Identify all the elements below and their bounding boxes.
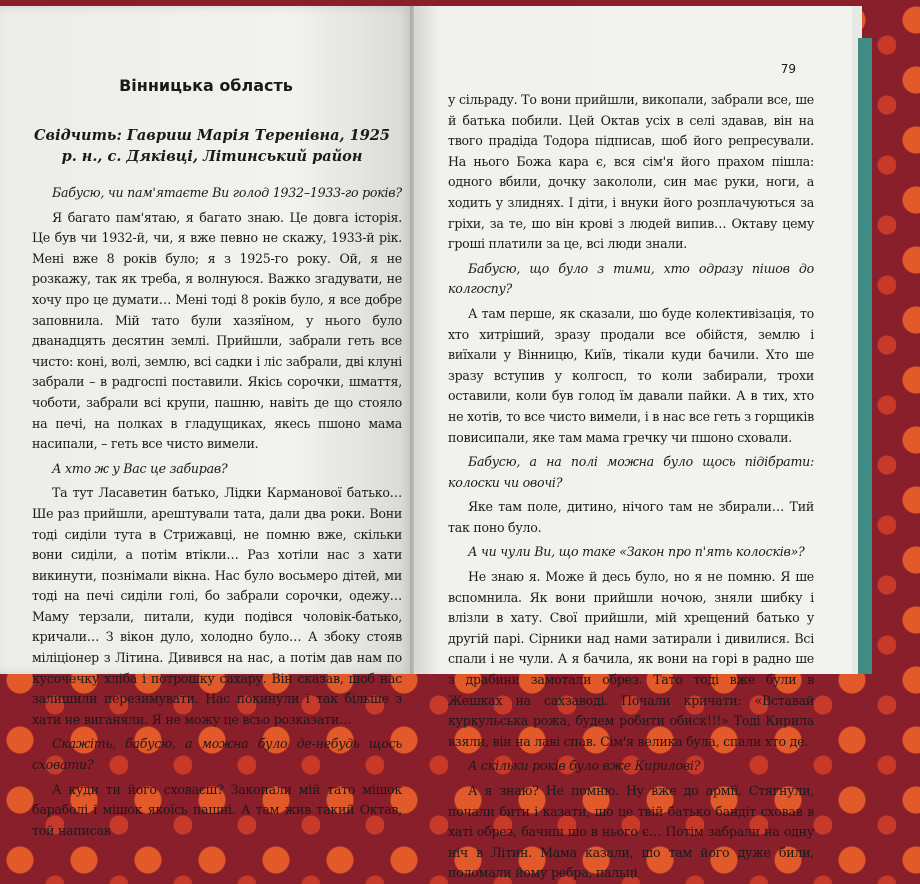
book-cover-edge	[858, 38, 872, 674]
witness-line: Свідчить: Гавриш Марія Теренівна, 1925 р. н., с. Дяківці, Літинський район	[34, 127, 390, 165]
page-number: 79	[780, 62, 796, 76]
left-page	[0, 6, 414, 838]
answer-paragraph: А куди ти його сховаєш? Закопали мій тато мішок бараболі і мішок якоїсь пашні. А там жив такий Октав, той написав	[32, 781, 402, 838]
answer-paragraph: у сільраду. То вони прийшли, викопали, забрали все, ше й батька побили. Цей Октав усіх в селі здавав, він на твого прадіда Тодора підписав, шоб його репресували. На нього Божа кара є, вся сім'я його прахом пішла: одного вбили, дочку закололи, син має руки, ноги, а ходить у злиднях. І діти, і внуки його розплачуються за гріхи, за те, шо він крові з людей випив… Октаву цему гроші платили за це, всі люди знали.	[448, 92, 814, 252]
question-paragraph: Скажіть, бабусю, а можна було де-небудь щось сховати?	[32, 736, 402, 773]
region-heading: Вінницька область	[119, 76, 293, 95]
answer-paragraph: А я знаю? Не помню. Ну вже до армії. Стягнули, почали бити і казати, шо це твій батько бандіт сховав в хаті обрез, бачиш шо в нього є… Потім забрали на одну ніч в Літин. Мама казали, шо там його дуже били, поломали йому ребра, пальці	[448, 783, 814, 881]
right-page	[414, 6, 862, 881]
question-paragraph: А хто ж у Вас це забирав?	[52, 460, 228, 476]
question-paragraph: А чи чули Ви, що таке «Закон про п'ять колосків»?	[468, 544, 805, 560]
answer-paragraph: Не знаю я. Може й десь було, но я не помню. Я ше вспомнила. Як вони прийшли ночою, зняли шибку і влізли в хату. Свої прийшли, мій хрещений батько у другій парі. Сірники над нами затирали і дивилися. Всі спали і не чули. А я бачила, як вони на горі в радно ше з драбини замотали обрез. Тато тоді вже були в Жешках на сахзаводі. Почали кричати: «Вставай куркульська рожа, будем робити обиск!!!» Тоді Кирила взяли, він на лаві спав. Сім'я велика була, спали хто де.	[448, 569, 814, 749]
answer-paragraph: Я багато пам'ятаю, я багато знаю. Це довга історія. Це був чи 1932-й, чи, я вже певно не скажу, 1933-й рік. Мені вже 8 років було; я з 1925-го року. Ой, я не розкажу, так як треба, я волнуюся. Важко згадувати, не хочу про це думати… Мені тоді 8 років було, я все добре заповнила. Мій тато були хазяїном, у нього було дванадцять десятин землі. Прийшли, забрали геть все чисто: коні, волі, землю, всі садки і ліс забрали, дві клуні забрали – в радгоспі поставили. Якісь сорочки, шмаття, чоботи, забрали всі крупи, пашню, навіть де що стояло на печі, на полках в гладущиках, якесь пшоно мама насипали, – геть все чисто вимели.	[32, 209, 402, 452]
answer-paragraph: Та тут Ласаветин батько, Лідки Карманової батько… Ше раз прийшли, арештували тата, дали два роки. Вони тоді сиділи тута в Стрижавці, не помню вже, скільки вони сиділи, а потім втікли… Раз хотіли нас з хати викинути, познімали вікна. Нас було восьмеро дітей, ми тоді на печі сиділи голі, бо забрали сорочки, одежу… Маму терзали, питали, куди подівся чоловік-батько, кричали… З вікон дуло, холодно було… А збоку стояв міліціонер з Літина. Дивився на нас, а потім дав нам по кусочечку хліба і потрошку сахару. Він сказав, шоб нас залишили перезимувати. Нас покинули і так більше з хати не виганяли. Я не можу це всьо розказати…	[32, 485, 402, 727]
answer-paragraph: А там перше, як сказали, шо буде колективізація, то хто хитріший, зразу продали все обійстя, землю і виїхали у Вінницю, Київ, тікали куди бачили. Хто ше зразу вступив у колгосп, то коли забирали, трохи оставили, коли був голод їм давали пайки. А в тих, хто не хотів, то все чисто вимели, і в нас все геть з горщиків повисипали, яке там мама гречку чи пшоно сховали.	[448, 305, 814, 445]
open-book	[0, 6, 872, 881]
question-paragraph: Бабусю, а на полі можна було щось підібрати: колоски чи овочі?	[448, 454, 814, 490]
answer-paragraph: Яке там поле, дитино, нічого там не збирали… Тий так поно було.	[448, 499, 814, 535]
question-paragraph: А скільки років було вже Кирилові?	[468, 758, 701, 774]
question-paragraph: Бабусю, що було з тими, хто одразу пішов до колгоспу?	[448, 260, 814, 297]
question-paragraph: Бабусю, чи пам'ятаєте Ви голод 1932–1933-го років?	[52, 185, 402, 200]
